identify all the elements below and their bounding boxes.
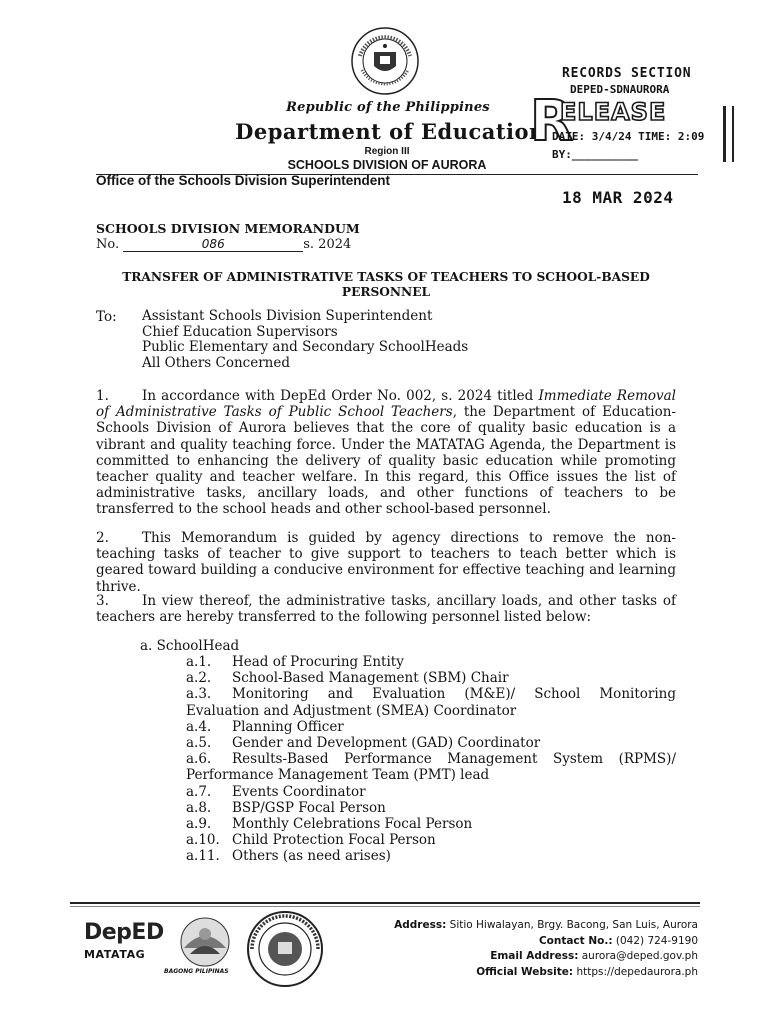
item-text: Planning Officer (232, 718, 344, 735)
email-value[interactable]: aurora@deped.gov.ph (581, 950, 698, 962)
bagong-pilipinas-logo-icon (170, 914, 240, 976)
item-text: Monitoring and Evaluation (M&E)/ School Monitoring Evaluation and Adjustment (SMEA) Coordinator (186, 686, 676, 719)
paragraph-3 (96, 593, 676, 625)
paragraph-number: 1. (96, 388, 109, 404)
stamp-by: BY:__________ (552, 148, 639, 161)
task-list (186, 654, 676, 865)
order-title: Immediate Removal of Administrative Tasks of Public School Teachers (96, 388, 677, 421)
list-item (186, 832, 676, 848)
division-label: SCHOOLS DIVISION OF AURORA (287, 158, 487, 172)
list-item (186, 816, 676, 832)
list-item (186, 800, 676, 816)
email-label: Email Address: (490, 950, 579, 962)
recipient: Assistant Schools Division Superintendent (142, 308, 433, 324)
address-value: Sitio Hiwalayan, Brgy. Bacong, San Luis, Aurora (449, 919, 698, 931)
stamp-date-time: DATE: 3/4/24 TIME: 2:09 (552, 130, 705, 143)
paragraph-text: In accordance with DepEd Order No. 002, s. 2024 titled (142, 388, 539, 404)
received-date-stamp: 18 MAR 2024 (562, 188, 674, 207)
list-heading-schoolhead: a. SchoolHead (140, 638, 240, 654)
list-item (186, 735, 676, 751)
recipient-list (142, 309, 468, 371)
footer-divider (70, 902, 700, 904)
item-code: a.5. (186, 735, 212, 752)
contact-info (320, 918, 698, 980)
bagong-pilipinas-label: BAGONG PILIPINAS (164, 968, 229, 975)
item-code: a.11. (186, 848, 220, 865)
list-item (186, 686, 676, 718)
item-text: Monthly Celebrations Focal Person (232, 816, 473, 833)
recipient: Public Elementary and Secondary SchoolHeads (142, 339, 469, 355)
memo-number (96, 237, 351, 252)
paragraph-1 (96, 388, 676, 518)
deped-matatag-logo (84, 920, 164, 961)
email-line (320, 949, 698, 965)
address-label: Address: (394, 919, 447, 931)
recipient: Chief Education Supervisors (142, 323, 338, 340)
memo-subject: TRANSFER OF ADMINISTRATIVE TASKS OF TEACHERS TO SCHOOL-BASED PERSONNEL (122, 270, 650, 299)
website-link[interactable]: https://depedaurora.ph (576, 965, 698, 978)
paragraph-text: This Memorandum is guided by agency directions to remove the non-teaching tasks of teacher to give support to teachers to teach better which is geared toward building a conducive environment for effective teaching and learning thrive. (96, 530, 676, 595)
deped-seal-icon (350, 26, 420, 96)
paragraph-number: 2. (96, 530, 109, 546)
stamp-records-section: RECORDS SECTION (562, 66, 692, 81)
address-line (320, 918, 698, 934)
item-text: Child Protection Focal Person (232, 832, 436, 849)
recipient: All Others Concerned (142, 354, 291, 371)
item-code: a.8. (186, 799, 212, 816)
contact-label: Contact No.: (538, 934, 613, 947)
item-text: Results-Based Performance Management System (RPMS)/ Performance Management Team (PMT) lead (186, 751, 676, 784)
item-text: School-Based Management (SBM) Chair (232, 670, 509, 687)
sdo-aurora-seal-icon (246, 910, 324, 988)
paragraph-2 (96, 530, 676, 595)
item-code: a.2. (186, 670, 212, 687)
records-release-stamp (530, 66, 736, 166)
item-code: a.3. (186, 686, 212, 703)
stamp-big-letter: R (530, 89, 574, 154)
republic-label: Republic of the Philippines (286, 100, 490, 115)
region-label: Region III (364, 146, 410, 157)
paragraph-text: In view thereof, the administrative tasks, ancillary loads, and other tasks of teachers are hereby transferred to the following personnel listed below: (96, 593, 676, 626)
department-title: Department of Education (235, 119, 545, 144)
contact-value: (042) 724-9190 (615, 934, 698, 947)
list-item (186, 654, 676, 670)
matatag-logo-text: MATATAG (84, 948, 146, 961)
memo-series: s. 2024 (303, 237, 352, 252)
item-code: a.4. (186, 718, 212, 735)
item-code: a.6. (186, 751, 212, 768)
list-item (186, 670, 676, 686)
paragraph-number: 3. (96, 593, 109, 609)
item-code: a.1. (186, 654, 212, 670)
item-code: a.7. (186, 783, 212, 800)
paragraph-text: , the Department of Education-Schools Division of Aurora believes that the core of quality basic education is a vibrant and quality teaching force. Under the MATATAG Agenda, the Department is committed to enhancing the delivery of quality basic education while promoting teacher quality and teacher welfare. In this regard, this Office issues the list of administrative tasks, ancillary loads, and other functions of teachers to be transferred to the school heads and other school-based personnel. (96, 404, 676, 518)
contact-line (320, 934, 698, 950)
list-item (186, 751, 676, 783)
stamp-office: DEPED-SDNAURORA (570, 83, 670, 96)
item-text: Gender and Development (GAD) Coordinator (232, 735, 541, 752)
office-label: Office of the Schools Division Superintendent (96, 173, 391, 188)
item-text: BSP/GSP Focal Person (232, 799, 386, 816)
stamp-released: ELEASE (560, 98, 667, 126)
item-code: a.10. (186, 832, 220, 849)
stamp-bracket (723, 106, 734, 162)
list-item (186, 719, 676, 735)
item-code: a.9. (186, 816, 212, 833)
website-label: Official Website: (476, 965, 574, 978)
item-text: Others (as need arises) (232, 848, 391, 865)
deped-logo-text: DepED (84, 920, 164, 945)
footer-divider-thin (70, 906, 700, 907)
to-label: To: (96, 309, 117, 325)
list-item (186, 784, 676, 800)
memo-no-value: 086 (123, 237, 303, 252)
memo-title: SCHOOLS DIVISION MEMORANDUM (96, 221, 360, 236)
item-text: Head of Procuring Entity (232, 654, 404, 670)
list-item (186, 848, 676, 864)
website-line (320, 965, 698, 981)
item-text: Events Coordinator (232, 783, 366, 800)
memo-no-label: No. (96, 237, 120, 252)
